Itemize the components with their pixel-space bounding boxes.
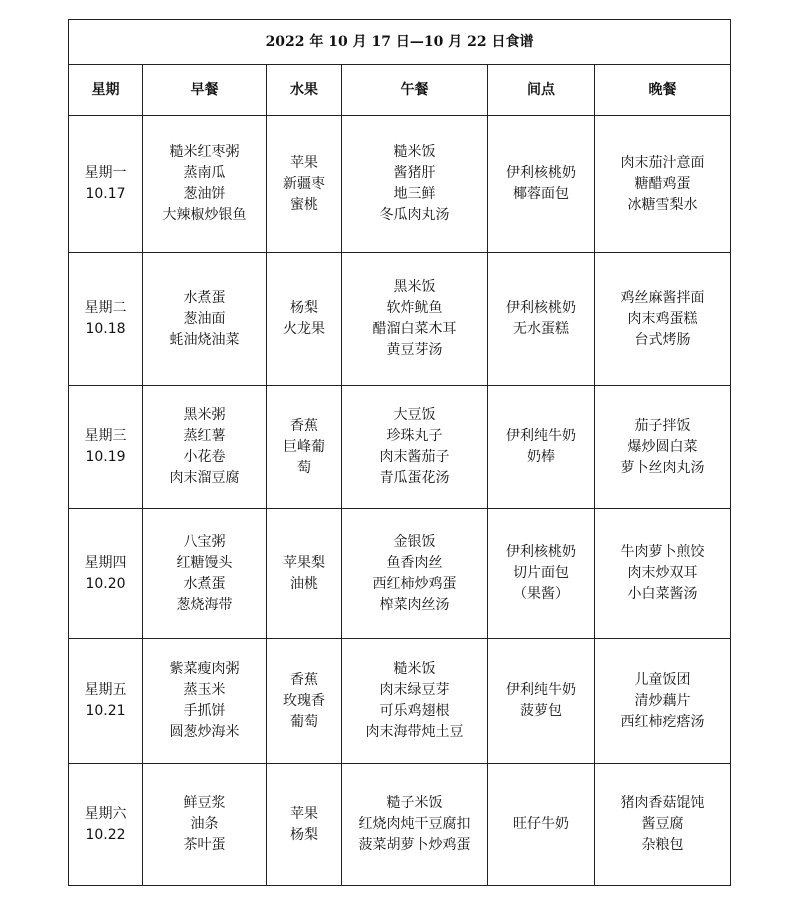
table-row	[69, 116, 731, 253]
date-label: 10.20	[85, 575, 126, 592]
menu-item: 鲜豆浆	[183, 795, 226, 811]
menu-item: 猪肉香菇馄饨	[620, 795, 705, 811]
table-row	[69, 764, 731, 886]
menu-item: （果酱）	[513, 586, 569, 602]
menu-item: 糙子米饭	[386, 795, 443, 811]
menu-item: 糙米饭	[393, 144, 436, 160]
menu-item: 火龙果	[283, 321, 325, 337]
menu-item: 水煮蛋	[183, 575, 226, 592]
menu-item: 冰糖雪梨水	[627, 196, 698, 213]
table-row	[69, 509, 731, 639]
menu-item: 茄子拌饭	[634, 417, 691, 434]
menu-item: 伊利纯牛奶	[506, 682, 576, 698]
snack-cell	[488, 509, 595, 639]
menu-item: 蒸南瓜	[183, 165, 226, 181]
menu-item: 小花卷	[183, 449, 226, 465]
menu-item: 切片面包	[513, 565, 569, 581]
lunch-cell	[342, 509, 488, 639]
menu-item: 菠萝包	[520, 703, 562, 719]
menu-item: 葱油面	[183, 310, 226, 327]
fruit-cell	[267, 764, 342, 886]
menu-item: 玫瑰香	[283, 692, 325, 709]
menu-item: 大辣椒炒银鱼	[162, 207, 247, 223]
menu-item: 蒸红薯	[183, 428, 226, 444]
date-label: 10.18	[85, 321, 126, 337]
menu-item: 奶棒	[527, 449, 555, 465]
menu-item: 酱猪肝	[393, 165, 436, 181]
menu-item: 儿童饭团	[634, 671, 691, 688]
menu-item: 金银饭	[393, 533, 436, 550]
page-title: 2022 年 10 月 17 日—10 月 22 日食谱	[69, 20, 731, 65]
header-lunch: 午餐	[342, 65, 488, 116]
menu-item: 八宝粥	[183, 533, 226, 550]
menu-item: 地三鲜	[393, 186, 436, 202]
menu-item: 杨梨	[290, 826, 318, 843]
snack-cell	[488, 764, 595, 886]
snack-cell	[488, 386, 595, 509]
weekday-label: 星期三	[84, 428, 127, 444]
menu-item: 新疆枣	[283, 175, 325, 192]
menu-item: 鸡丝麻酱拌面	[620, 289, 705, 306]
menu-item: 糙米红枣粥	[169, 144, 240, 160]
menu-item: 蒸玉米	[183, 682, 226, 698]
lunch-cell	[342, 386, 488, 509]
breakfast-cell	[143, 253, 267, 386]
menu-item: 软炸鱿鱼	[386, 300, 443, 316]
menu-item: 珍珠丸子	[386, 428, 443, 444]
dinner-cell	[595, 509, 731, 639]
menu-item: 牛肉萝卜煎饺	[620, 544, 705, 560]
fruit-cell	[267, 253, 342, 386]
menu-item: 萝卜丝肉丸汤	[620, 459, 705, 476]
dinner-cell	[595, 764, 731, 886]
menu-item: 醋溜白菜木耳	[372, 321, 457, 337]
menu-item: 杂粮包	[641, 837, 684, 853]
date-label: 10.17	[85, 186, 126, 202]
lunch-cell	[342, 253, 488, 386]
weekday-label: 星期一	[84, 165, 127, 181]
menu-item: 椰蓉面包	[513, 186, 569, 202]
menu-item: 台式烤肠	[634, 331, 691, 348]
menu-item: 糙米饭	[393, 661, 436, 677]
header-breakfast: 早餐	[143, 65, 267, 116]
menu-item: 苹果梨	[283, 554, 325, 571]
menu-item: 大豆饭	[393, 407, 436, 423]
fruit-cell	[267, 116, 342, 253]
menu-item: 伊利核桃奶	[506, 165, 576, 181]
menu-item: 苹果	[290, 805, 318, 822]
menu-item: 香蕉	[290, 671, 318, 688]
date-label: 10.19	[85, 449, 126, 465]
menu-item: 水煮蛋	[183, 289, 226, 306]
fruit-cell	[267, 386, 342, 509]
breakfast-cell	[143, 386, 267, 509]
menu-item: 爆炒圆白菜	[627, 438, 698, 455]
menu-item: 青瓜蛋花汤	[379, 470, 450, 486]
menu-item: 旺仔牛奶	[513, 816, 569, 832]
header-dinner: 晚餐	[595, 65, 731, 116]
menu-item: 肉末海带炖土豆	[365, 724, 464, 740]
table-row	[69, 386, 731, 509]
menu-item: 冬瓜肉丸汤	[379, 207, 450, 223]
menu-item: 伊利纯牛奶	[506, 428, 576, 444]
menu-item: 菠菜胡萝卜炒鸡蛋	[358, 837, 471, 853]
weekday-label: 星期二	[84, 300, 127, 316]
menu-table	[68, 19, 731, 886]
menu-item: 无水蛋糕	[513, 321, 569, 337]
menu-item: 红烧肉炖干豆腐扣	[358, 816, 471, 832]
menu-item: 香蕉	[290, 417, 318, 434]
dinner-cell	[595, 639, 731, 764]
menu-item: 紫菜瘦肉粥	[169, 661, 240, 677]
snack-cell	[488, 639, 595, 764]
date-label: 10.22	[85, 826, 126, 843]
menu-item: 萄	[297, 459, 311, 476]
snack-cell	[488, 116, 595, 253]
dinner-cell	[595, 116, 731, 253]
menu-item: 蜜桃	[290, 196, 318, 213]
menu-item: 油桃	[290, 575, 318, 592]
menu-item: 油条	[190, 816, 219, 832]
menu-item: 肉末鸡蛋糕	[627, 310, 698, 327]
table-row	[69, 253, 731, 386]
menu-item: 肉末酱茄子	[379, 449, 450, 465]
menu-item: 伊利核桃奶	[506, 300, 576, 316]
fruit-cell	[267, 509, 342, 639]
menu-item: 肉末炒双耳	[627, 565, 698, 581]
day-cell	[69, 386, 143, 509]
dinner-cell	[595, 386, 731, 509]
menu-item: 西红柿炒鸡蛋	[372, 575, 457, 592]
menu-item: 手抓饼	[183, 703, 226, 719]
menu-item: 酱豆腐	[641, 816, 684, 832]
menu-item: 圆葱炒海米	[169, 724, 240, 740]
weekday-label: 星期四	[84, 554, 127, 571]
snack-cell	[488, 253, 595, 386]
menu-item: 苹果	[290, 154, 318, 171]
header-weekday: 星期	[69, 65, 143, 116]
day-cell	[69, 639, 143, 764]
menu-item: 葡萄	[290, 713, 318, 730]
menu-item: 可乐鸡翅根	[379, 703, 450, 719]
menu-item: 鱼香肉丝	[386, 554, 443, 571]
weekday-label: 星期五	[84, 682, 127, 698]
header-row	[69, 65, 731, 116]
menu-item: 葱油饼	[183, 186, 226, 202]
menu-item: 茶叶蛋	[183, 837, 226, 853]
breakfast-cell	[143, 509, 267, 639]
menu-item: 巨峰葡	[283, 438, 325, 455]
date-label: 10.21	[85, 703, 126, 719]
lunch-cell	[342, 116, 488, 253]
dinner-cell	[595, 253, 731, 386]
menu-item: 清炒藕片	[634, 692, 691, 709]
header-snack: 间点	[488, 65, 595, 116]
fruit-cell	[267, 639, 342, 764]
menu-item: 黑米饭	[393, 279, 436, 295]
weekday-label: 星期六	[84, 805, 127, 822]
menu-item: 小白菜酱汤	[627, 586, 698, 602]
breakfast-cell	[143, 764, 267, 886]
breakfast-cell	[143, 116, 267, 253]
table-row	[69, 639, 731, 764]
menu-item: 红糖馒头	[176, 554, 233, 571]
menu-item: 伊利核桃奶	[506, 544, 576, 560]
menu-item: 肉末绿豆芽	[379, 682, 450, 698]
menu-item: 糖醋鸡蛋	[634, 175, 691, 192]
menu-item: 杨梨	[290, 300, 318, 316]
menu-item: 黑米粥	[183, 407, 226, 423]
breakfast-cell	[143, 639, 267, 764]
day-cell	[69, 253, 143, 386]
day-cell	[69, 509, 143, 639]
day-cell	[69, 764, 143, 886]
day-cell	[69, 116, 143, 253]
menu-item: 西红柿疙瘩汤	[620, 713, 705, 730]
menu-item: 榨菜肉丝汤	[379, 596, 450, 613]
menu-item: 葱烧海带	[176, 596, 233, 613]
lunch-cell	[342, 639, 488, 764]
menu-item: 蚝油烧油菜	[169, 331, 240, 348]
menu-item: 黄豆芽汤	[386, 342, 443, 358]
menu-item: 肉末茄汁意面	[620, 154, 705, 171]
header-fruit: 水果	[267, 65, 342, 116]
lunch-cell	[342, 764, 488, 886]
menu-item: 肉末溜豆腐	[169, 470, 240, 486]
